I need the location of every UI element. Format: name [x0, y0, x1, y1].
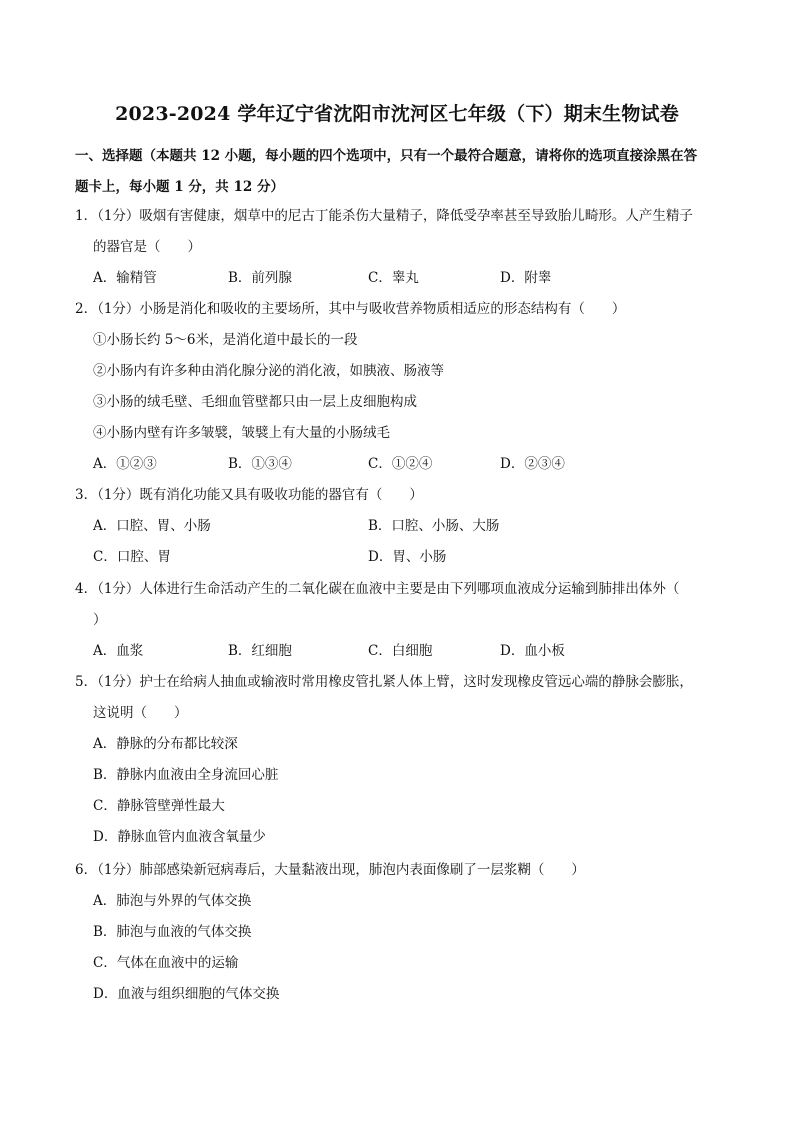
question-2-item-4: ④小肠内壁有许多皱襞，皱襞上有大量的小肠绒毛 [93, 425, 390, 441]
question-5-stem: 5．（1分）护士在给病人抽血或输液时常用橡皮管扎紧人体上臂，这时发现橡皮管远心端的静脉会膨胀， [75, 674, 693, 690]
option-a[interactable]: A．①②③ [93, 456, 157, 472]
question-1-stem-cont: 的器官是（ ） [93, 239, 201, 255]
option-d[interactable]: D．血液与组织细胞的气体交换 [93, 986, 280, 1002]
option-a[interactable]: A．输精管 [93, 270, 157, 286]
option-c[interactable]: C．①②④ [368, 456, 433, 472]
question-2-item-2: ②小肠内有许多种由消化腺分泌的消化液，如胰液、肠液等 [93, 363, 444, 379]
question-2-item-1: ①小肠长约 5～6米，是消化道中最长的一段 [93, 332, 358, 348]
question-5-stem-cont: 这说明（ ） [93, 705, 188, 721]
question-4 [75, 574, 725, 667]
option-b[interactable]: B．肺泡与血液的气体交换 [93, 924, 252, 940]
question-2-stem: 2．（1分）小肠是消化和吸收的主要场所，其中与吸收营养物质相适应的形态结构有（ ） [75, 301, 626, 317]
option-a[interactable]: A．血浆 [93, 643, 144, 659]
question-6 [75, 855, 725, 1010]
section-instructions [75, 141, 725, 203]
option-c[interactable]: C．口腔、胃 [93, 549, 171, 565]
section-line-1: 一、选择题（本题共 12 小题，每小题的四个选项中，只有一个最符合题意，请将你的选项直接涂黑在答 [75, 148, 698, 164]
option-a[interactable]: A．肺泡与外界的气体交换 [93, 893, 252, 909]
question-1-options [75, 263, 725, 294]
question-4-stem: 4．（1分）人体进行生命活动产生的二氧化碳在血液中主要是由下列哪项血液成分运输到肺排出体外（ [75, 581, 680, 597]
question-3-options-row-2 [75, 542, 725, 573]
question-2 [75, 294, 725, 480]
question-1 [75, 201, 725, 294]
section-line-2: 题卡上，每小题 1 分，共 12 分） [75, 179, 284, 195]
option-c[interactable]: C．静脉管壁弹性最大 [93, 798, 225, 814]
option-d[interactable]: D．胃、小肠 [368, 549, 447, 565]
option-d[interactable]: D．静脉血管内血液含氧量少 [93, 829, 266, 845]
question-4-stem-cont: ） [93, 612, 107, 628]
option-b[interactable]: B．红细胞 [228, 643, 292, 659]
option-b[interactable]: B．前列腺 [228, 270, 292, 286]
exam-title: 2023-2024 学年辽宁省沈阳市沈河区七年级（下）期末生物试卷 [115, 103, 679, 125]
option-c[interactable]: C．睾丸 [368, 270, 419, 286]
question-3 [75, 480, 725, 573]
question-2-item-3: ③小肠的绒毛壁、毛细血管壁都只由一层上皮细胞构成 [93, 394, 417, 410]
option-b[interactable]: B．口腔、小肠、大肠 [368, 518, 500, 534]
question-2-options [75, 449, 725, 480]
option-b[interactable]: B．①③④ [228, 456, 292, 472]
question-4-options [75, 636, 725, 667]
question-3-stem: 3．（1分）既有消化功能又具有吸收功能的器官有（ ） [75, 487, 423, 503]
option-b[interactable]: B．静脉内血液由全身流回心脏 [93, 767, 279, 783]
question-3-options-row-1 [75, 511, 725, 542]
option-a[interactable]: A．静脉的分布都比较深 [93, 736, 238, 752]
option-d[interactable]: D．附睾 [500, 270, 552, 286]
question-5 [75, 667, 725, 853]
question-6-stem: 6．（1分）肺部感染新冠病毒后，大量黏液出现，肺泡内表面像刷了一层浆糊（ ） [75, 862, 585, 878]
question-1-stem: 1．（1分）吸烟有害健康，烟草中的尼古丁能杀伤大量精子，降低受孕率甚至导致胎儿畸形。人产生精子 [75, 208, 693, 224]
option-c[interactable]: C．气体在血液中的运输 [93, 955, 239, 971]
option-a[interactable]: A．口腔、胃、小肠 [93, 518, 211, 534]
option-d[interactable]: D．血小板 [500, 643, 565, 659]
option-c[interactable]: C．白细胞 [368, 643, 433, 659]
option-d[interactable]: D．②③④ [500, 456, 565, 472]
